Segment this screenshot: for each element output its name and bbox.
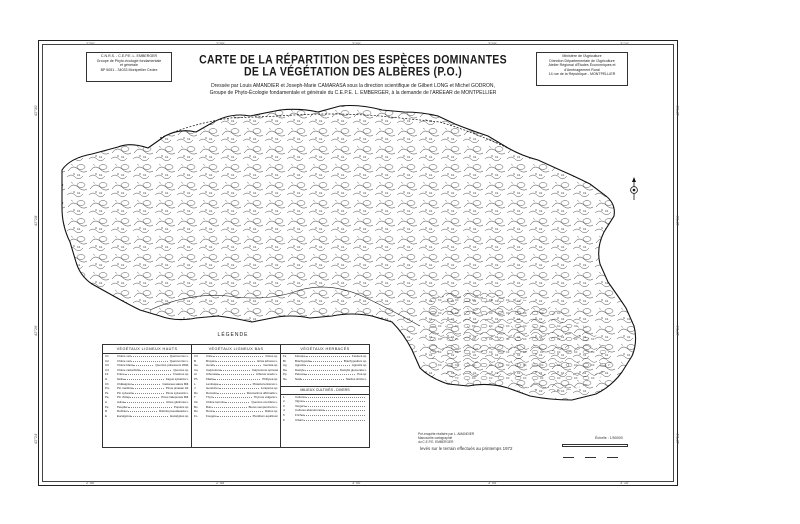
legend-species-name: Chêne vert	[117, 354, 132, 358]
tick-right: 42°24'	[675, 432, 681, 445]
legend-species-name: Aulne	[117, 399, 125, 404]
tick-top: 3°00'	[352, 41, 362, 46]
legend-latin-name: Pinus sylvestris L.	[165, 390, 189, 395]
legend-species-name: Vergers	[295, 403, 305, 408]
legend-species-name: Peuplier	[117, 404, 128, 409]
legend-code: Ps	[105, 390, 109, 395]
cnrs-line: Groupe de Phyto-écologie fondamentale	[96, 58, 162, 63]
credit-line: Manuscrite cartographié	[418, 436, 453, 440]
legend-code: Br	[283, 358, 286, 363]
legend-code: Pa	[105, 395, 109, 400]
legend-leader-dots	[133, 386, 164, 389]
legend-species-name: Agrostis	[295, 363, 306, 368]
legend-code: Ne	[283, 376, 287, 381]
legend-leader-dots	[128, 409, 157, 412]
legend-code: 1	[283, 394, 285, 399]
legend-leader-dots	[140, 368, 171, 371]
legend-latin-name: Thymus vulgaris L.	[253, 395, 278, 400]
legend-code: Ca	[194, 367, 198, 372]
legend-species-name: Fétuque	[295, 354, 306, 358]
legend-species-name: Genévrier	[206, 386, 219, 391]
tick-bottom: 3°05'	[488, 480, 498, 485]
legend-leader-dots	[214, 377, 260, 380]
legend-species-name: Ronce	[206, 409, 215, 414]
cnrs-line: BP 5051 - 34033 Montpellier Cedex	[100, 67, 158, 72]
legend-leader-dots	[124, 377, 164, 380]
legend-column-header: VÉGÉTAUX LIGNEUX BAS	[192, 345, 280, 354]
legend-code: E	[105, 413, 107, 418]
legend-leader-dots	[324, 408, 365, 411]
legend-latin-name: Pistacia lentiscus L.	[252, 381, 278, 386]
legend-code: 2	[283, 399, 285, 404]
legend-species-name: Dactyle	[295, 367, 305, 372]
legend-latin-name: Agrostis sp.	[351, 363, 367, 368]
legend-species-name: Pin sylvestre	[117, 390, 134, 395]
legend-code: Ro	[194, 390, 198, 395]
legend-species-name: Arbousier	[206, 372, 219, 377]
legend-latin-name: Quercus sp.	[173, 367, 189, 372]
legend-code: F1	[105, 372, 109, 377]
legend-latin-name: Pteridium aquilinum	[252, 413, 278, 418]
legend-species-name: Calycotome	[206, 367, 222, 372]
legend-species-name: Thym	[206, 395, 214, 400]
tick-bottom: 2°50'	[86, 480, 96, 485]
legend-code: Ru	[194, 409, 198, 414]
legend-latin-name: Pinus pinaster Ait.	[165, 386, 189, 391]
field-survey-note: levés sur le terrain effectués au printemps 1972	[420, 446, 513, 451]
legend-latin-name: Quercus coccifera L.	[251, 399, 278, 404]
legend-species-name: Pin d'Alep	[117, 395, 130, 400]
legend-code: Ch	[105, 381, 109, 386]
tick-left: 42°28'	[33, 214, 39, 227]
tick-left: 42°24'	[33, 432, 39, 445]
legend-species-name: Bruyère	[206, 358, 217, 363]
legend-latin-name: Fagus sylvatica L.	[165, 376, 189, 381]
legend-leader-dots	[301, 377, 344, 380]
legend-leader-dots	[131, 354, 168, 357]
legend-latin-name: Cistus sp.	[265, 354, 278, 358]
legend-species-name: Eucalyptus	[117, 413, 132, 418]
tick-bottom: 3°10'	[620, 480, 630, 485]
legend-code: Ph	[194, 376, 198, 381]
legend-latin-name: Robinia pseudacacia L.	[158, 409, 189, 414]
legend-leader-dots	[130, 395, 159, 398]
legend-species-name: Filaria	[206, 376, 214, 381]
tick-top: 3°05'	[488, 41, 498, 46]
legend-species-name: Vignes	[295, 399, 304, 404]
legend-table	[102, 344, 370, 448]
legend-code: J	[194, 386, 196, 391]
scale-label: Échelle : 1/50000	[595, 436, 623, 440]
map-legend	[96, 332, 370, 464]
legend-latin-name: Phillyrea sp.	[262, 376, 278, 381]
legend-leader-dots	[132, 382, 161, 385]
legend-species-name: Pin maritime	[117, 386, 134, 391]
legend-leader-dots	[305, 404, 365, 407]
legend-code: Pe	[105, 404, 109, 409]
ministry-line: Atelier Régional d'Études Économiques et	[548, 63, 616, 68]
legend-species-name: Genêt	[206, 363, 214, 368]
tick-right: 42°28'	[675, 214, 681, 227]
tick-right: 42°26'	[675, 324, 681, 337]
tick-left: 42°30'	[33, 104, 39, 117]
legend-latin-name: Brachypodium sp.	[343, 358, 367, 363]
legend-leader-dots	[133, 363, 153, 366]
ministry-line: 14 rue de la République - MONTPELLIER	[548, 72, 616, 77]
legend-subheader: MILIEUX CULTIVÉS - DIVERS	[281, 386, 369, 395]
legend-species-name: Fougère	[206, 413, 217, 418]
legend-leader-dots	[131, 414, 168, 417]
legend-code: 4	[283, 408, 285, 413]
legend-latin-name: Quercus ilex L.	[169, 358, 189, 363]
legend-leader-dots	[213, 395, 252, 398]
legend-leader-dots	[125, 372, 172, 375]
legend-code: C2	[105, 358, 109, 363]
legend-code: Ag	[283, 363, 287, 368]
legend-latin-name: Quercus pubescens Willd.	[155, 363, 189, 368]
legend-code: Fe	[283, 354, 287, 358]
legend-leader-dots	[218, 372, 254, 375]
legend-species-name: Lentisque	[206, 381, 219, 386]
legend-code: 5	[283, 412, 285, 417]
legend-species-name: Hêtre	[117, 376, 125, 381]
legend-code: L	[194, 381, 196, 386]
legend-leader-dots	[225, 400, 250, 403]
legend-latin-name: Castanea sativa Mill.	[162, 381, 189, 386]
ministry-line: Direction Départementale de l'Agriculture	[549, 58, 615, 63]
legend-column-ligneux-bas	[192, 345, 281, 447]
legend-latin-name: Poa sp.	[357, 372, 367, 377]
cnrs-line: et générale	[120, 63, 138, 68]
legend-leader-dots	[213, 354, 264, 357]
legend-code: Ck	[194, 399, 198, 404]
legend-latin-name: Arbutus unedo L.	[255, 372, 278, 377]
legend-code: Pp	[283, 372, 287, 377]
legend-latin-name: Rosmarinus officinalis L.	[246, 390, 278, 395]
tick-bottom: 2°55'	[216, 480, 226, 485]
tick-top: 3°10'	[620, 41, 630, 46]
legend-column-header: VÉGÉTAUX LIGNEUX HAUTS	[103, 345, 191, 354]
survey-credit	[418, 432, 474, 444]
legend-species-name: Chêne blanc	[117, 363, 134, 368]
legend-leader-dots	[304, 418, 365, 421]
legend-species-name: Cultures abandonnées	[295, 408, 325, 413]
legend-leader-dots	[214, 409, 263, 412]
legend-latin-name: Alnus glutinosa L.	[166, 399, 189, 404]
legend-code: Fo	[194, 413, 198, 418]
legend-row	[103, 414, 191, 419]
legend-code: T	[194, 395, 196, 400]
legend-leader-dots	[133, 391, 163, 394]
legend-leader-dots	[219, 382, 251, 385]
tick-left: 42°26'	[33, 324, 39, 337]
map-subtitle-line1: Dressée par Louis AMANDIER et Joseph-Marie CAMARASA sous la direction scientifique de Gilbert LONG et Michel GODRON,	[211, 83, 495, 89]
credit-line: Pré-enquête réalisée par L. AMANDIER	[418, 432, 475, 436]
legend-title: LÉGENDE	[217, 332, 249, 338]
legend-species-name: Châtaignier	[117, 381, 132, 386]
legend-latin-name: Juniperus sp.	[260, 386, 278, 391]
legend-code: R	[105, 409, 108, 414]
legend-leader-dots	[214, 363, 262, 366]
legend-species-name: Robinier	[117, 409, 128, 414]
legend-species-name: Frêne	[117, 372, 125, 377]
credit-line: du C.E.P.E. EMBERGER	[418, 440, 454, 444]
legend-latin-name: Fraxinus sp.	[173, 372, 189, 377]
legend-species-name: Romarin	[206, 390, 217, 395]
legend-leader-dots	[306, 395, 365, 398]
legend-code: Bu	[194, 404, 198, 409]
legend-latin-name: Rubus sp.	[264, 409, 278, 414]
legend-leader-dots	[306, 354, 350, 357]
legend-leader-dots	[128, 405, 172, 408]
legend-latin-name: Quercus ilex L.	[169, 354, 189, 358]
legend-code: 3	[283, 403, 285, 408]
legend-code: Ar	[194, 372, 197, 377]
legend-code: Da	[283, 367, 287, 372]
legend-code: Pm	[105, 386, 110, 391]
legend-species-name: Chêne vert	[117, 358, 132, 363]
north-arrow	[631, 177, 638, 200]
legend-code: B	[194, 358, 196, 363]
map-subtitle-line2: Groupe de Phyto-Écologie fondamentale et générale du C.E.P.E. L. EMBERGER, à la demande de l'ARÉEAR de MONTPELLIER	[209, 90, 497, 96]
legend-leader-dots	[305, 372, 355, 375]
legend-column-herbaces	[281, 345, 369, 447]
cnrs-line: C.N.R.S. - C.E.P.E. L. EMBERGER	[100, 54, 158, 58]
legend-leader-dots	[217, 414, 251, 417]
legend-code: A	[105, 399, 107, 404]
legend-leader-dots	[212, 405, 247, 408]
legend-latin-name: Festuca sp.	[352, 354, 367, 358]
legend-species-name: Buis	[206, 404, 212, 409]
legend-species-name: Ciste	[206, 354, 213, 358]
legend-leader-dots	[310, 359, 341, 362]
legend-leader-dots	[131, 359, 168, 362]
legend-row	[281, 377, 369, 382]
legend-column-header: VÉGÉTAUX HERBACÉS	[281, 345, 369, 354]
tick-right: 42°30'	[675, 104, 681, 117]
legend-code: C1	[105, 354, 109, 358]
legend-latin-name: Erica arborea L.	[257, 358, 278, 363]
ministry-line: d'Aménagement Rural	[564, 67, 600, 72]
legend-leader-dots	[221, 368, 250, 371]
tick-top: 2°50'	[86, 41, 96, 46]
legend-species-name: Brachypode	[295, 358, 311, 363]
ministry-line: Ministère de l'Agriculture	[562, 54, 602, 58]
legend-latin-name: Buxus sempervirens L.	[248, 404, 278, 409]
legend-latin-name: Calycotome spinosa	[251, 367, 278, 372]
legend-row	[281, 418, 369, 423]
legend-leader-dots	[217, 391, 245, 394]
tick-top: 2°55'	[216, 41, 226, 46]
legend-code: H	[105, 376, 108, 381]
legend-row	[192, 414, 280, 419]
legend-leader-dots	[305, 368, 338, 371]
legend-code: CC	[194, 354, 199, 358]
legend-species-name: Friches	[295, 412, 305, 417]
legend-latin-name: Pinus halepensis Mill.	[161, 395, 189, 400]
legend-leader-dots	[216, 359, 255, 362]
tick-bottom: 3°00'	[352, 480, 362, 485]
legend-latin-name: Eucalyptus sp.	[170, 413, 189, 418]
legend-code: Ge	[194, 363, 198, 368]
legend-species-name: Nard	[295, 376, 302, 381]
legend-leader-dots	[304, 413, 365, 416]
legend-latin-name: Dactylis glomerata L.	[340, 367, 367, 372]
scale-bar	[562, 444, 628, 447]
legend-code: C3	[105, 363, 109, 368]
map-title-line2: DE LA VÉGÉTATION DES ALBÈRES (P.O.)	[244, 65, 462, 79]
legend-latin-name: Nardus stricta L.	[345, 376, 367, 381]
legend-column-ligneux-hauts	[103, 345, 192, 447]
legend-leader-dots	[219, 386, 259, 389]
legend-species-name: Pelouse	[295, 372, 306, 377]
map-title-line1: CARTE DE LA RÉPARTITION DES ESPÈCES DOMINANTES	[199, 53, 507, 67]
legend-species-name: Urbain	[295, 417, 304, 422]
legend-leader-dots	[124, 400, 164, 403]
legend-species-name: Chêne kermès	[206, 399, 225, 404]
legend-species-name: Cultures	[295, 394, 306, 399]
legend-latin-name: Populus sp.	[173, 404, 189, 409]
legend-code: C4	[105, 367, 109, 372]
legend-leader-dots	[304, 399, 365, 402]
legend-leader-dots	[305, 363, 349, 366]
legend-code: 6	[283, 417, 285, 422]
legend-species-name: Chêne caducifolié	[117, 367, 140, 372]
legend-latin-name: Genista sp.	[263, 363, 278, 368]
